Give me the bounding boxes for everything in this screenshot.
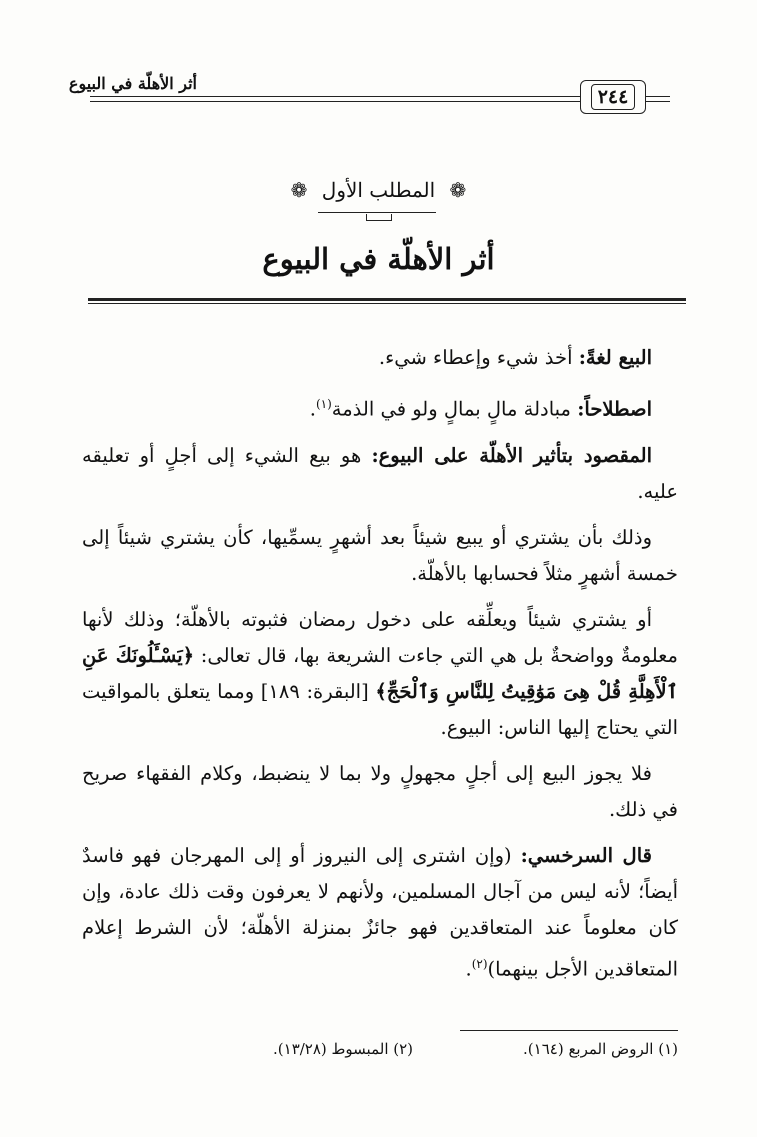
paragraph	[82, 340, 678, 376]
definition: مبادلة مالٍ بمالٍ ولو في الذمة	[331, 397, 578, 421]
page-number-box	[580, 80, 646, 114]
paragraph: فلا يجوز البيع إلى أجلٍ مجهولٍ ولا بما لا ينضبط، وكلام الفقهاء صريح في ذلك.	[82, 761, 678, 821]
paragraph	[82, 386, 678, 428]
definition: أخذ شيء وإعطاء شيء.	[378, 346, 579, 369]
header-rule	[90, 96, 660, 102]
paragraph	[82, 438, 678, 510]
ornament-icon: ❁	[449, 178, 467, 202]
term: المقصود بتأثير الأهلّة على البيوع:	[371, 443, 652, 467]
ornament-icon: ❁	[290, 178, 308, 202]
text: أو يشتري شيئاً ويعلِّقه على دخول رمضان فثبوته بالأهلّة؛ وذلك لأنها معلومةٌ وواضحةٌ بل هي التي جاءت الشريعة بها، قال تعالى:	[82, 607, 679, 667]
footnote-rule	[460, 1030, 678, 1031]
punctuation: .	[465, 957, 472, 980]
paragraph	[82, 838, 678, 988]
body-text	[82, 340, 678, 997]
text: ومما يتعلق بالمواقيت التي يحتاج إليها الناس: البيوع.	[82, 679, 678, 739]
header-rule-right	[650, 96, 670, 102]
footnote: (١) الروض المربع (١٦٤).	[523, 1040, 678, 1058]
definition: هو بيع الشيء إلى أجلٍ أو تعليقه عليه.	[82, 443, 678, 503]
footnote-ref: (١)	[315, 397, 332, 411]
page-number: ٢٤٤	[591, 84, 636, 110]
paragraph: وذلك بأن يشتري أو يبيع شيئاً بعد أشهرٍ يسمِّيها، كأن يشتري شيئاً إلى خمسة أشهرٍ مثلاً فحسابها بالأهلّة.	[82, 525, 678, 585]
punctuation: .	[309, 397, 316, 421]
section-divider-notch	[366, 214, 392, 221]
footnote: (٢) المبسوط (١٣/٢٨).	[273, 1040, 414, 1058]
footnotes	[82, 1040, 678, 1058]
running-title: أثر الأهلّة في البيوع	[68, 74, 197, 93]
title-rule	[88, 298, 686, 304]
footnote-ref: (٢)	[471, 956, 488, 971]
section-label	[0, 178, 757, 202]
page-title: أثر الأهلّة في البيوع	[262, 242, 495, 276]
quran-verse: ﴿يَسْـَٔلُونَكَ عَنِ ٱلْأَهِلَّةِ قُلْ هِىَ مَوَٰقِيتُ لِلنَّاسِ وَٱلْحَجِّ﴾	[82, 643, 678, 703]
quotation: (وإن اشترى إلى النيروز أو إلى المهرجان فهو فاسدٌ أيضاً؛ لأنه ليس من آجال المسلمين، ولأنهم لا يعرفون وقت ذلك عادة، وإن كان معلوماً عند المتعاقدين فهو جائزٌ بمنزلة الأهلّة؛ لأن الشرط إعلام المتعاقدين الأجل بينهما)	[82, 843, 679, 980]
paragraph	[82, 602, 678, 746]
term: قال السرخسي:	[520, 843, 652, 867]
term: البيع لغةً:	[578, 346, 652, 369]
verse-citation: [البقرة: ١٨٩]	[254, 679, 376, 703]
term: اصطلاحاً:	[577, 397, 652, 421]
section-label-text: المطلب الأول	[321, 178, 436, 202]
